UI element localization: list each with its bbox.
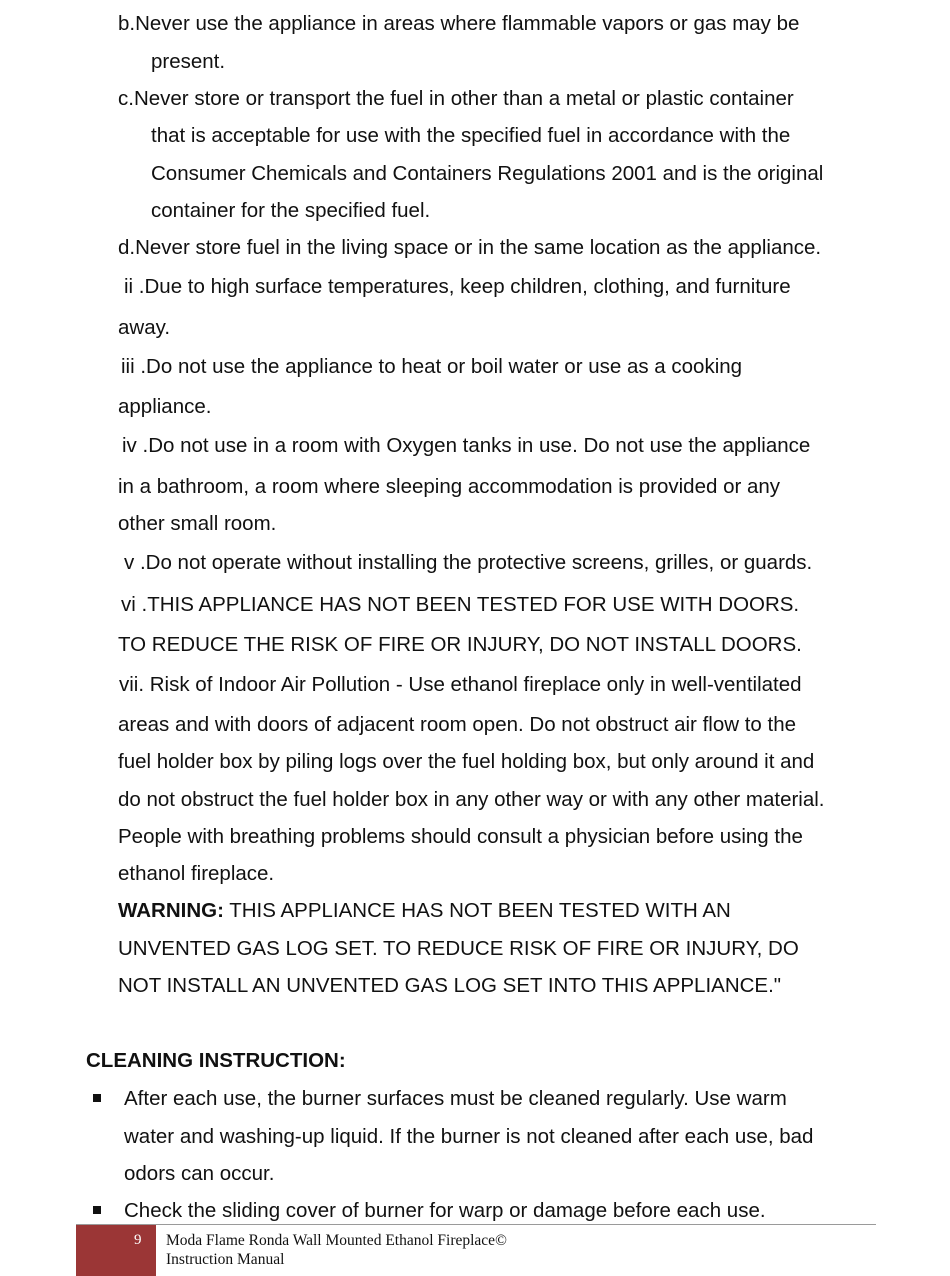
item-c-line-4: container for the specified fuel. [151,199,431,222]
cleaning-bullet-1-line-3: odors can occur. [124,1162,275,1185]
footer-subtitle: Instruction Manual [166,1251,285,1268]
item-vii-line-6: ethanol fireplace. [118,862,275,885]
item-c-line-1: c.Never store or transport the fuel in other than a metal or plastic container [118,87,794,110]
item-v-line-1: v .Do not operate without installing the protective screens, grilles, or guards. [124,551,813,574]
item-iv-line-1: iv .Do not use in a room with Oxygen tanks in use. Do not use the appliance [122,434,811,457]
footer-divider [76,1224,876,1225]
item-d-line-1: d.Never store fuel in the living space or in the same location as the appliance. [118,236,822,259]
item-iii-line-2: appliance. [118,395,212,418]
warning-line-2: UNVENTED GAS LOG SET. TO REDUCE RISK OF FIRE OR INJURY, DO [118,937,799,960]
item-vi-line-1: vi .THIS APPLIANCE HAS NOT BEEN TESTED FOR USE WITH DOORS. [121,593,800,616]
item-ii-line-1: ii .Due to high surface temperatures, keep children, clothing, and furniture [124,275,791,298]
cleaning-heading: CLEANING INSTRUCTION: [86,1049,346,1072]
warning-line-3: NOT INSTALL AN UNVENTED GAS LOG SET INTO THIS APPLIANCE." [118,974,782,997]
cleaning-bullet-2: Check the sliding cover of burner for warp or damage before each use. [124,1199,766,1222]
footer-page-box [76,1225,156,1276]
cleaning-bullet-1-line-2: water and washing-up liquid. If the burner is not cleaned after each use, bad [124,1125,814,1148]
item-ii-line-2: away. [118,316,171,339]
warning-text-1: THIS APPLIANCE HAS NOT BEEN TESTED WITH AN [223,899,731,922]
item-vii-line-1: vii. Risk of Indoor Air Pollution - Use ethanol fireplace only in well-ventilated [119,673,802,696]
item-vii-line-4: do not obstruct the fuel holder box in any other way or with any other material. [118,788,825,811]
item-b-line-1: b.Never use the appliance in areas where flammable vapors or gas may be [118,12,800,35]
item-vii-line-3: fuel holder box by piling logs over the fuel holding box, but only around it and [118,750,815,773]
item-iv-line-3: other small room. [118,512,277,535]
item-vii-line-5: People with breathing problems should consult a physician before using the [118,825,803,848]
item-vii-line-2: areas and with doors of adjacent room open. Do not obstruct air flow to the [118,713,797,736]
item-iv-line-2: in a bathroom, a room where sleeping accommodation is provided or any [118,475,781,498]
item-iii-line-1: iii .Do not use the appliance to heat or boil water or use as a cooking [121,355,743,378]
item-b-line-2: present. [151,50,226,73]
bullet-square-icon [93,1094,101,1102]
warning-label: WARNING: [118,899,224,922]
cleaning-bullet-1-line-1: After each use, the burner surfaces must be cleaned regularly. Use warm [124,1087,787,1110]
item-c-line-2: that is acceptable for use with the specified fuel in accordance with the [151,124,791,147]
bullet-square-icon [93,1206,101,1214]
item-vi-line-2: TO REDUCE THE RISK OF FIRE OR INJURY, DO NOT INSTALL DOORS. [118,633,802,656]
page-number: 9 [134,1232,142,1248]
warning-line-1 [118,899,731,923]
footer-title: Moda Flame Ronda Wall Mounted Ethanol Fireplace© [166,1232,507,1249]
item-c-line-3: Consumer Chemicals and Containers Regulations 2001 and is the original [151,162,824,185]
